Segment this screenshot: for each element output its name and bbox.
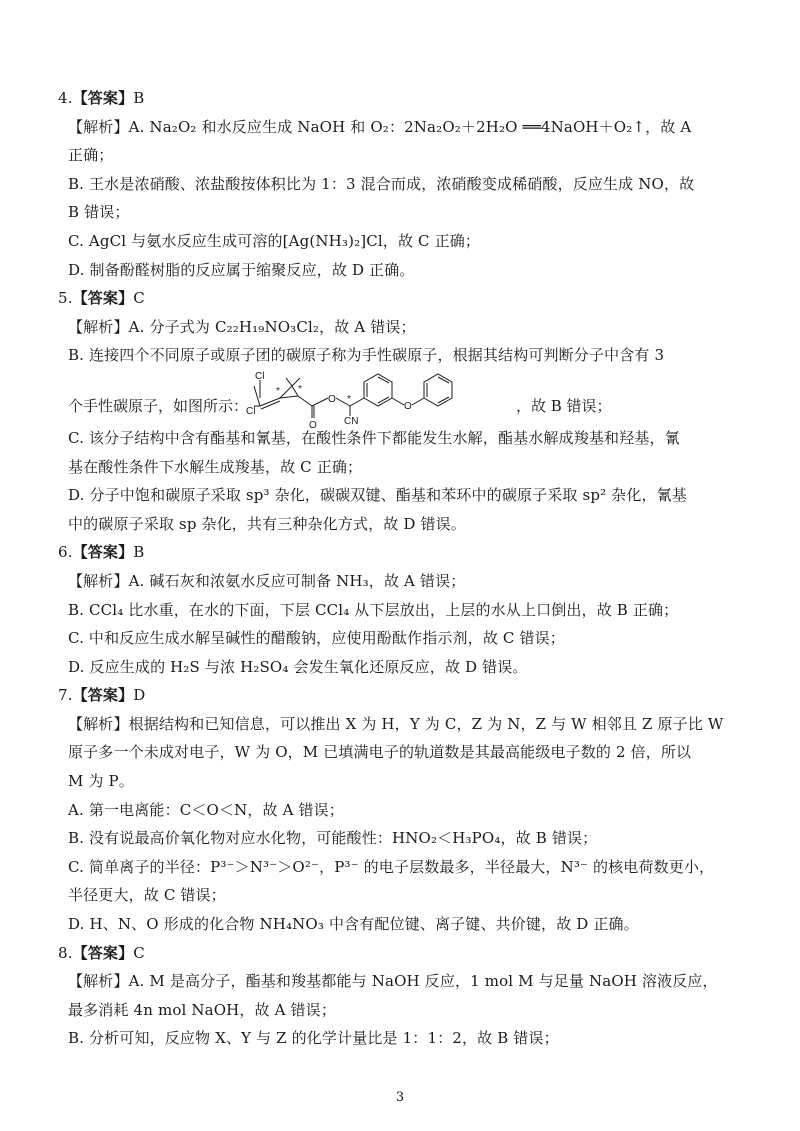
cyano-label: CN xyxy=(344,415,359,427)
analysis-line: 【解析】A. Na₂O₂ 和水反应生成 NaOH 和 O₂：2Na₂O₂＋2H₂O ══4NaOH＋O₂↑，故 A xyxy=(68,117,692,136)
analysis-line: 最多消耗 4n mol NaOH，故 A 错误； xyxy=(68,1000,336,1019)
answer-line-q5: 5.【答案】C xyxy=(58,289,145,308)
analysis-line: 基在酸性条件下水解生成羧基，故 C 正确； xyxy=(68,457,363,476)
chiral-star: * xyxy=(347,393,351,405)
analysis-line: B. 分析可知，反应物 X、Y 与 Z 的化学计量比是 1：1：2，故 B 错误； xyxy=(68,1029,559,1048)
answer-line-q7: 7.【答案】D xyxy=(58,686,146,705)
analysis-line: 半径更大，故 C 错误； xyxy=(68,886,226,905)
analysis-line: B 错误； xyxy=(68,203,130,222)
analysis-line: D. 反应生成的 H₂S 与浓 H₂SO₄ 会发生氧化还原反应，故 D 错误。 xyxy=(68,657,528,676)
chiral-star: * xyxy=(276,385,280,397)
analysis-line: B. CCl₄ 比水重，在水的下面，下层 CCl₄ 从下层放出，上层的水从上口倒出，故 B 正确； xyxy=(68,600,679,619)
analysis-line: B. 王水是浓硝酸、浓盐酸按体积比为 1：3 混合而成，浓硝酸变成稀硝酸，反应生成 NO，故 xyxy=(68,174,695,193)
analysis-line: 【解析】A. 分子式为 C₂₂H₁₉NO₃Cl₂，故 A 错误； xyxy=(68,317,416,336)
analysis-line: C. 简单离子的半径：P³⁻＞N³⁻＞O²⁻，P³⁻ 的电子层数最多，半径最大，N³⁻ 的核电荷数更小， xyxy=(68,857,715,876)
analysis-line: 【解析】根据结构和已知信息，可以推出 X 为 H，Y 为 C，Z 为 N，Z 与 W 相邻且 Z 原子比 W xyxy=(68,714,724,733)
carbonyl-oxygen-label: O xyxy=(309,419,317,431)
chlorine-label-top: Cl xyxy=(255,370,265,382)
analysis-line: 原子多一个未成对电子，W 为 O，M 已填满电子的轨道数是其最高能级电子数的 2 倍，所以 xyxy=(68,743,692,762)
analysis-line: C. AgCl 与氨水反应生成可溶的[Ag(NH₃)₂]Cl，故 C 正确； xyxy=(68,231,481,250)
analysis-line: A. 第一电离能：C＜O＜N，故 A 错误； xyxy=(68,800,344,819)
answer-line-q8: 8.【答案】C xyxy=(58,943,145,962)
analysis-text: 个手性碳原子，如图所示： xyxy=(68,396,249,415)
analysis-line: C. 该分子结构中含有酯基和氰基，在酸性条件下都能发生水解，酯基水解成羧基和羟基，氰 xyxy=(68,428,680,447)
analysis-text: ，故 B 错误； xyxy=(516,396,612,415)
analysis-line: D. 制备酚醛树脂的反应属于缩聚反应，故 D 正确。 xyxy=(68,260,415,279)
document-content xyxy=(58,84,728,1053)
answer-line-q4: 4.【答案】B xyxy=(58,89,145,107)
analysis-line: 【解析】A. M 是高分子，酯基和羧基都能与 NaOH 反应，1 mol M 与足量 NaOH 溶液反应， xyxy=(68,972,718,991)
molecule-line xyxy=(68,370,728,431)
page-number: 3 xyxy=(395,1090,405,1105)
chiral-star: * xyxy=(298,383,302,395)
analysis-line: D. 分子中饱和碳原子采取 sp³ 杂化，碳碳双键、酯基和苯环中的碳原子采取 sp² 杂化，氰基 xyxy=(68,486,687,505)
ester-oxygen-label: O xyxy=(328,393,336,405)
analysis-line: C. 中和反应生成水解呈碱性的醋酸钠，应使用酚酞作指示剂，故 C 错误； xyxy=(68,629,565,648)
ether-oxygen-label: O xyxy=(404,400,412,412)
analysis-line: 【解析】A. 碱石灰和浓氨水反应可制备 NH₃，故 A 错误； xyxy=(68,571,466,590)
analysis-line: M 为 P。 xyxy=(68,772,134,791)
answer-line-q6: 6.【答案】B xyxy=(58,543,145,562)
molecule-structure-diagram xyxy=(246,370,511,431)
analysis-line: B. 连接四个不同原子或原子团的碳原子称为手性碳原子，根据其结构可判断分子中含有 3 xyxy=(68,346,665,365)
analysis-line: 中的碳原子采取 sp 杂化，共有三种杂化方式，故 D 错误。 xyxy=(68,514,466,533)
analysis-line: 正确； xyxy=(68,146,114,165)
analysis-line: D. H、N、O 形成的化合物 NH₄NO₃ 中含有配位键、离子键、共价键，故 D 正确。 xyxy=(68,915,639,934)
analysis-line: B. 没有说最高价氧化物对应水化物，可能酸性：HNO₂＜H₃PO₄，故 B 错误； xyxy=(68,829,598,848)
chlorine-label-left: Cl xyxy=(246,405,256,417)
